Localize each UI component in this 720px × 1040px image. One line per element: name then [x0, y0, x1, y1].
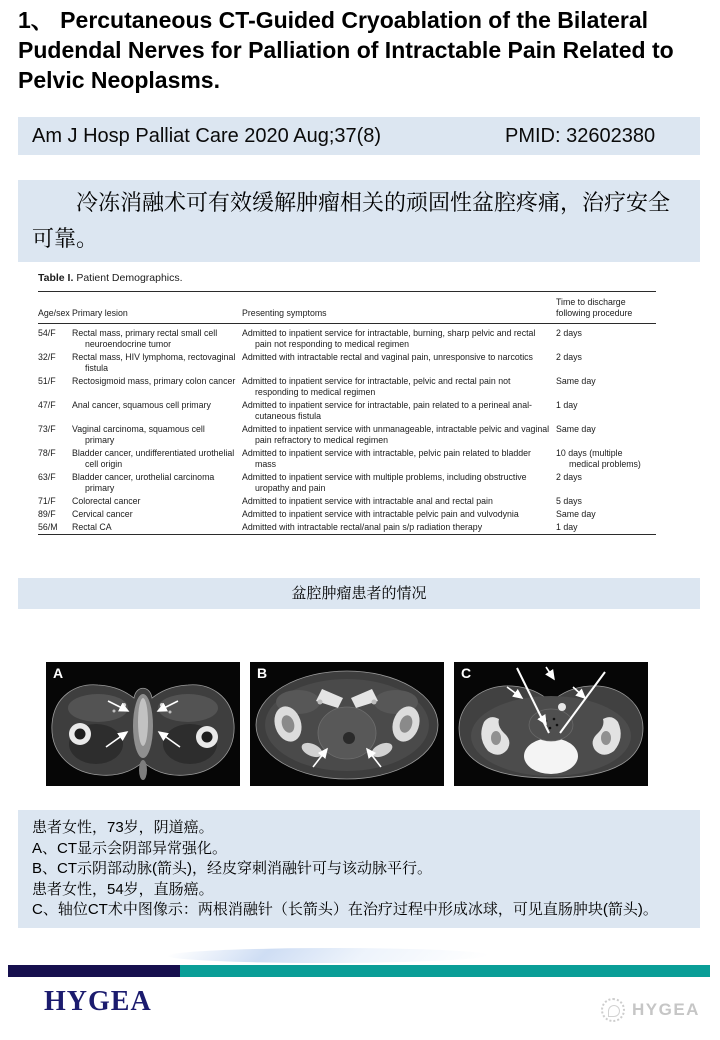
cell-age-sex: 56/M [38, 522, 58, 532]
cell-time: 5 days [556, 496, 582, 506]
caption-text: 盆腔肿瘤患者的情况 [291, 585, 427, 602]
cell-symptoms: Admitted to inpatient service with multiple problems, including obstructive uropathy and pain [242, 472, 527, 493]
cell-lesion: Colorectal cancer [72, 496, 141, 506]
cell-time: 2 days [556, 328, 582, 338]
ct-figures-row [0, 662, 720, 786]
caption-bar [18, 578, 700, 609]
citation-bar [18, 117, 700, 155]
column-header-primary-lesion: Primary lesion [72, 292, 242, 324]
cell-time: 1 day [556, 522, 578, 532]
brand-logo: HYGEA [44, 986, 152, 1017]
figure-label-a: A [53, 665, 64, 681]
cell-time: Same day [556, 376, 596, 386]
ct-scan-b-graphic [250, 662, 444, 786]
table-row [38, 375, 656, 399]
cell-symptoms: Admitted with intractable rectal/anal pain s/p radiation therapy [242, 522, 483, 532]
table-row [38, 447, 656, 471]
cell-lesion: Vaginal carcinoma, squamous cell primary [72, 424, 205, 445]
cell-symptoms: Admitted to inpatient service with intractable anal and rectal pain [242, 496, 493, 506]
cell-time: 2 days [556, 352, 582, 362]
cell-symptoms: Admitted with intractable rectal and vaginal pain, unresponsive to narcotics [242, 352, 533, 362]
cell-age-sex: 78/F [38, 448, 56, 458]
footer-bar-teal-segment [180, 965, 710, 977]
table-row [38, 495, 656, 508]
cell-lesion: Rectosigmoid mass, primary colon cancer [72, 376, 236, 386]
table-title-number: Table I. [38, 272, 74, 284]
cell-age-sex: 71/F [38, 496, 56, 506]
ct-image-c [454, 662, 648, 786]
note-line: B、CT示阴部动脉(箭头)，经皮穿刺消融针可与该动脉平行。 [32, 860, 432, 878]
cell-lesion: Rectal CA [72, 522, 112, 532]
cell-time: 1 day [556, 400, 578, 410]
notes-panel [18, 810, 700, 928]
cell-symptoms: Admitted to inpatient service with intractable, pelvic pain related to bladder mass [242, 448, 531, 469]
cell-age-sex: 32/F [38, 352, 56, 362]
summary-panel [18, 180, 700, 262]
cell-symptoms: Admitted to inpatient service with unmanageable, intractable pelvic and vaginal pain refractory to medical regimen [242, 424, 550, 445]
hygea-watermark [601, 998, 700, 1022]
cell-lesion: Cervical cancer [72, 509, 133, 519]
footer-accent-bar [8, 965, 710, 977]
table-row [38, 423, 656, 447]
figure-label-b: B [257, 665, 268, 681]
journal-reference: Am J Hosp Palliat Care 2020 Aug;37(8) [32, 125, 382, 147]
summary-text: 冷冻消融术可有效缓解肿瘤相关的顽固性盆腔疼痛，治疗安全可靠。 [32, 190, 671, 251]
column-header-time-to-discharge: Time to discharge following procedure [556, 292, 656, 324]
cell-symptoms: Admitted to inpatient service with intractable pelvic pain and vulvodynia [242, 509, 519, 519]
cell-age-sex: 63/F [38, 472, 56, 482]
table-row [38, 471, 656, 495]
cell-symptoms: Admitted to inpatient service for intractable, burning, sharp pelvic and rectal pain not responding to medical regimen [242, 328, 536, 349]
note-line: 患者女性，73岁，阴道癌。 [32, 819, 214, 836]
patient-demographics-table-card [38, 272, 656, 566]
cell-time: 2 days [556, 472, 582, 482]
table-title-text: Patient Demographics. [73, 272, 183, 284]
cell-lesion: Bladder cancer, undifferentiated urothelial cell origin [72, 448, 235, 469]
ct-scan-a-graphic [46, 662, 240, 786]
table-header-row [38, 292, 656, 324]
cell-symptoms: Admitted to inpatient service for intractable, pelvic and rectal pain not responding to medical regimen [242, 376, 511, 397]
page-title: 1、 Percutaneous CT-Guided Cryoablation of the Bilateral Pudendal Nerves for Palliation of Intractable Pain Related to Pelvic Neoplasms. [18, 7, 674, 93]
ct-image-a [46, 662, 240, 786]
table-row [38, 351, 656, 375]
cell-symptoms: Admitted to inpatient service for intractable, pain related to a perineal anal-cutaneous fistula [242, 400, 532, 421]
cell-age-sex: 54/F [38, 328, 56, 338]
table-title [38, 272, 656, 284]
cell-lesion: Rectal mass, HIV lymphoma, rectovaginal fistula [72, 352, 236, 373]
column-header-presenting-symptoms: Presenting symptoms [242, 292, 556, 324]
cell-lesion: Bladder cancer, urothelial carcinoma primary [72, 472, 215, 493]
footer-bar-navy-segment [8, 965, 180, 977]
demographics-table [38, 291, 656, 535]
ct-image-b [250, 662, 444, 786]
cell-age-sex: 47/F [38, 400, 56, 410]
hygea-stamp-icon [601, 998, 625, 1022]
note-line: C、轴位CT术中图像示：两根消融针（长箭头）在治疗过程中形成冰球，可见直肠肿块(箭头)。 [32, 901, 658, 919]
pmid-text: PMID: 32602380 [505, 125, 656, 147]
cell-age-sex: 89/F [38, 509, 56, 519]
table-row [38, 508, 656, 521]
cell-time: Same day [556, 424, 596, 434]
cell-lesion: Anal cancer, squamous cell primary [72, 400, 211, 410]
table-row [38, 521, 656, 535]
cell-lesion: Rectal mass, primary rectal small cell neuroendocrine tumor [72, 328, 218, 349]
note-line: 患者女性，54岁，直肠癌。 [32, 880, 214, 898]
table-row [38, 324, 656, 352]
cell-age-sex: 73/F [38, 424, 56, 434]
cell-age-sex: 51/F [38, 376, 56, 386]
figure-label-c: C [461, 665, 472, 681]
note-line: A、CT显示会阴部异常强化。 [32, 839, 228, 857]
watermark-text: HYGEA [632, 1000, 700, 1019]
column-header-age-sex: Age/sex [38, 292, 72, 324]
cell-time: 10 days (multiple medical problems) [556, 448, 641, 469]
cell-time: Same day [556, 509, 596, 519]
ct-scan-c-graphic [454, 662, 648, 786]
table-row [38, 399, 656, 423]
footer-swoosh-decoration [162, 948, 495, 963]
